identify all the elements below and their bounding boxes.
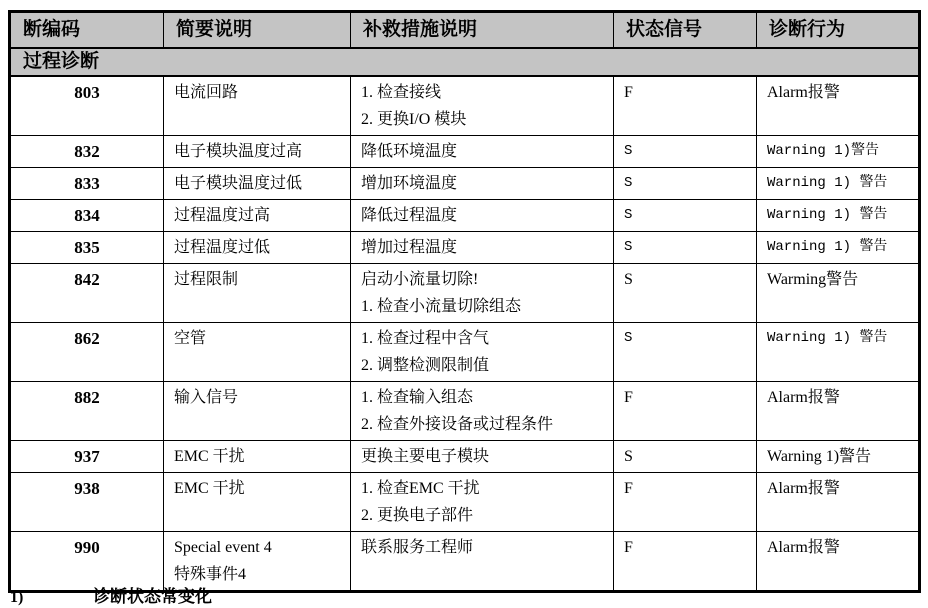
text-line: 1. 检查输入组态 <box>361 389 474 406</box>
diagnostic-behavior-cell: Warning 1) 警告 <box>757 200 920 232</box>
text-line: 更换主要电子模块 <box>361 448 490 465</box>
text-line: Special event 4 <box>174 539 272 556</box>
brief-description-cell <box>164 382 351 441</box>
footnote <box>10 582 212 607</box>
table-row <box>10 168 920 200</box>
code-cell: 842 <box>10 264 164 323</box>
table-row <box>10 136 920 168</box>
text-line: 2. 更换I/O 模块 <box>361 111 467 128</box>
diagnostic-behavior-cell: Alarm报警 <box>757 76 920 136</box>
footnote-text: 诊断状态常变化 <box>93 587 212 606</box>
code-cell: 938 <box>10 473 164 532</box>
remedy-cell <box>351 232 614 264</box>
text-line: 增加过程温度 <box>361 239 458 256</box>
status-signal-cell: F <box>614 382 757 441</box>
brief-description-cell <box>164 136 351 168</box>
text-line: EMC 干扰 <box>174 448 245 465</box>
remedy-cell <box>351 323 614 382</box>
status-signal-cell: S <box>614 323 757 382</box>
brief-description-cell <box>164 441 351 473</box>
section-title: 过程诊断 <box>10 48 920 76</box>
table-row <box>10 441 920 473</box>
header-remedy: 补救措施说明 <box>351 12 614 49</box>
text-line: 电子模块温度过低 <box>174 175 303 192</box>
status-signal-cell: F <box>614 473 757 532</box>
text-line: 1. 检查接线 <box>361 84 442 101</box>
table-row <box>10 323 920 382</box>
code-cell: 990 <box>10 532 164 592</box>
code-cell: 937 <box>10 441 164 473</box>
remedy-cell <box>351 200 614 232</box>
remedy-cell <box>351 136 614 168</box>
code-cell: 862 <box>10 323 164 382</box>
brief-description-cell <box>164 473 351 532</box>
remedy-cell <box>351 382 614 441</box>
status-signal-cell: S <box>614 200 757 232</box>
text-line: 2. 调整检测限制值 <box>361 357 490 374</box>
remedy-cell <box>351 76 614 136</box>
status-signal-cell: S <box>614 168 757 200</box>
text-line: 1. 检查EMC 干扰 <box>361 480 480 497</box>
brief-description-cell <box>164 323 351 382</box>
code-cell: 833 <box>10 168 164 200</box>
table-row <box>10 473 920 532</box>
text-line: 过程温度过高 <box>174 207 271 224</box>
header-code: 断编码 <box>10 12 164 49</box>
diagnostic-behavior-cell: Alarm报警 <box>757 473 920 532</box>
table-row <box>10 382 920 441</box>
diagnostic-table <box>8 10 921 593</box>
diagnostic-behavior-cell: Warming警告 <box>757 264 920 323</box>
brief-description-cell <box>164 264 351 323</box>
status-signal-cell: F <box>614 532 757 592</box>
table-row <box>10 264 920 323</box>
diagnostic-behavior-cell: Warning 1) 警告 <box>757 323 920 382</box>
brief-description-cell <box>164 232 351 264</box>
text-line: 空管 <box>174 330 207 347</box>
text-line: 增加环境温度 <box>361 175 458 192</box>
text-line: 启动小流量切除! <box>361 271 479 288</box>
code-cell: 835 <box>10 232 164 264</box>
text-line: 电流回路 <box>174 84 239 101</box>
header-diagnostic-behavior: 诊断行为 <box>757 12 920 49</box>
remedy-cell <box>351 532 614 592</box>
code-cell: 882 <box>10 382 164 441</box>
text-line: 电子模块温度过高 <box>174 143 303 160</box>
text-line: 1. 检查过程中含气 <box>361 330 490 347</box>
diagnostic-behavior-cell: Warning 1)警告 <box>757 136 920 168</box>
footnote-marker: 1) <box>10 589 24 606</box>
status-signal-cell: S <box>614 264 757 323</box>
brief-description-cell <box>164 76 351 136</box>
section-row <box>10 48 920 76</box>
diagnostic-behavior-cell: Alarm报警 <box>757 532 920 592</box>
remedy-cell <box>351 473 614 532</box>
table-row <box>10 232 920 264</box>
text-line: 特殊事件4 <box>174 566 247 583</box>
text-line: 联系服务工程师 <box>361 539 474 556</box>
text-line: EMC 干扰 <box>174 480 245 497</box>
text-line: 2. 更换电子部件 <box>361 507 474 524</box>
remedy-cell <box>351 441 614 473</box>
diagnostic-behavior-cell: Alarm报警 <box>757 382 920 441</box>
brief-description-cell <box>164 200 351 232</box>
header-row <box>10 12 920 49</box>
remedy-cell <box>351 264 614 323</box>
table-body <box>10 76 920 592</box>
text-line: 过程温度过低 <box>174 239 271 256</box>
text-line: 过程限制 <box>174 271 239 288</box>
header-status-signal: 状态信号 <box>614 12 757 49</box>
code-cell: 834 <box>10 200 164 232</box>
remedy-cell <box>351 168 614 200</box>
status-signal-cell: S <box>614 136 757 168</box>
text-line: 1. 检查小流量切除组态 <box>361 298 522 315</box>
text-line: 降低环境温度 <box>361 143 458 160</box>
diagnostic-behavior-cell: Warning 1) 警告 <box>757 232 920 264</box>
diagnostic-behavior-cell: Warning 1) 警告 <box>757 168 920 200</box>
table-row <box>10 200 920 232</box>
status-signal-cell: S <box>614 441 757 473</box>
code-cell: 832 <box>10 136 164 168</box>
header-brief-description: 简要说明 <box>164 12 351 49</box>
text-line: 2. 检查外接设备或过程条件 <box>361 416 554 433</box>
code-cell: 803 <box>10 76 164 136</box>
text-line: 输入信号 <box>174 389 239 406</box>
brief-description-cell <box>164 168 351 200</box>
diagnostic-behavior-cell: Warning 1)警告 <box>757 441 920 473</box>
status-signal-cell: F <box>614 76 757 136</box>
table-row <box>10 76 920 136</box>
status-signal-cell: S <box>614 232 757 264</box>
text-line: 降低过程温度 <box>361 207 458 224</box>
